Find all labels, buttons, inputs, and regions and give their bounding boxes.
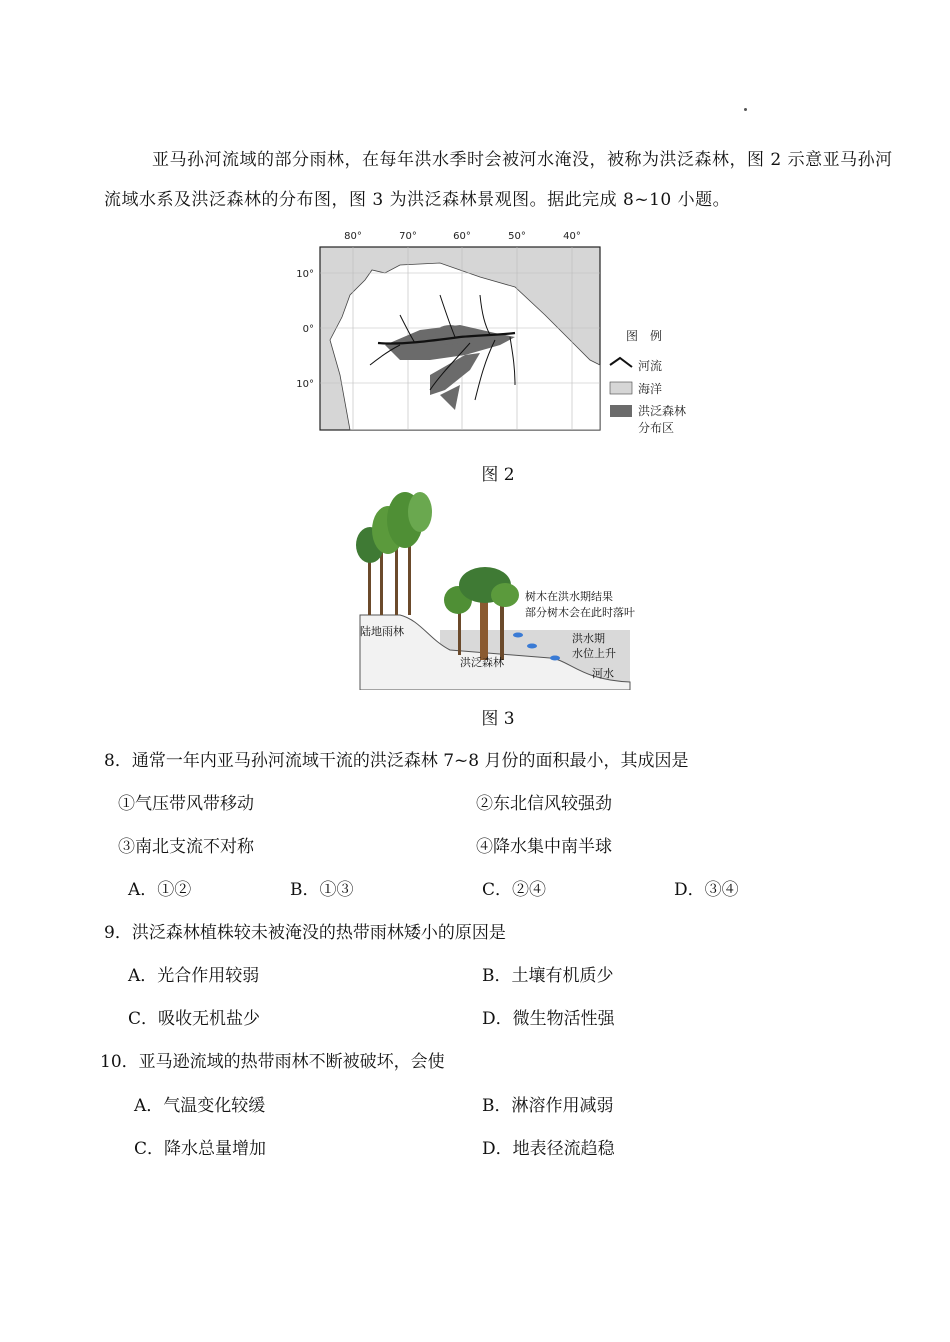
label-note-line2: 部分树木会在此时落叶: [525, 606, 635, 619]
figure-2-caption: 图 2: [481, 465, 515, 485]
legend-forest-label-2: 分布区: [638, 421, 675, 435]
q8-statement-3: ③南北支流不对称: [118, 837, 254, 857]
q9-option-a[interactable]: A．光合作用较弱: [128, 966, 260, 986]
land-rainforest-trees: [356, 492, 432, 615]
lat-label-2: 10°: [296, 379, 314, 390]
legend-ocean-swatch: [610, 382, 632, 394]
margin-dot: [744, 108, 747, 111]
label-flood-forest: 洪泛森林: [460, 656, 504, 669]
q10-option-c[interactable]: C．降水总量增加: [134, 1139, 267, 1159]
legend-river-label: 河流: [638, 359, 663, 373]
question-10-stem: 10．亚马逊流域的热带雨林不断被破坏，会使: [100, 1052, 445, 1072]
q10-option-a[interactable]: A．气温变化较缓: [134, 1096, 266, 1116]
legend-river-icon: [610, 358, 632, 367]
figure-3-landscape: [340, 490, 640, 690]
lon-label-1: 70°: [399, 231, 417, 242]
legend-title: 图 例: [626, 329, 663, 343]
label-flood-line1: 洪水期: [572, 632, 605, 645]
lon-label-4: 40°: [563, 231, 581, 242]
q9-option-b[interactable]: B．土壤有机质少: [482, 966, 614, 986]
label-flood-line2: 水位上升: [572, 647, 616, 660]
lon-label-2: 60°: [453, 231, 471, 242]
question-9-stem: 9．洪泛森林植株较未被淹没的热带雨林矮小的原因是: [104, 923, 506, 943]
q10-option-d[interactable]: D．地表径流趋稳: [482, 1139, 615, 1159]
label-note-line1: 树木在洪水期结果: [525, 590, 613, 603]
q9-option-d[interactable]: D．微生物活性强: [482, 1009, 615, 1029]
intro-paragraph: 亚马孙河流域的部分雨林，在每年洪水季时会被河水淹没，被称为洪泛森林，图 2 示意亚马孙河流域水系及洪泛森林的分布图，图 3 为洪泛森林景观图。据此完成 8~10 小题。: [104, 150, 893, 210]
lat-label-0: 10°: [296, 269, 314, 280]
q8-option-a[interactable]: A．①②: [128, 880, 192, 900]
q8-option-b[interactable]: B．①③: [290, 880, 354, 900]
q8-statement-2: ②东北信风较强劲: [476, 794, 612, 814]
q10-option-b[interactable]: B．淋溶作用减弱: [482, 1096, 614, 1116]
q9-option-c[interactable]: C．吸收无机盐少: [128, 1009, 261, 1029]
legend-forest-label: 洪泛森林: [638, 404, 687, 418]
q8-option-d[interactable]: D．③④: [674, 880, 739, 900]
legend-forest-swatch: [610, 405, 632, 417]
lon-label-0: 80°: [344, 231, 362, 242]
q8-option-c[interactable]: C．②④: [482, 880, 547, 900]
legend-ocean-label: 海洋: [638, 382, 663, 396]
question-8-stem: 8．通常一年内亚马孙河流域干流的洪泛森林 7~8 月份的面积最小，其成因是: [104, 751, 689, 771]
figure-3-caption: 图 3: [481, 709, 515, 729]
label-land-forest: 陆地雨林: [360, 625, 404, 638]
figure-2-map: [290, 225, 710, 440]
label-river: 河水: [592, 667, 614, 680]
lat-label-1: 0°: [302, 324, 314, 335]
q8-statement-1: ①气压带风带移动: [118, 794, 254, 814]
lon-label-3: 50°: [508, 231, 526, 242]
q8-statement-4: ④降水集中南半球: [476, 837, 612, 857]
